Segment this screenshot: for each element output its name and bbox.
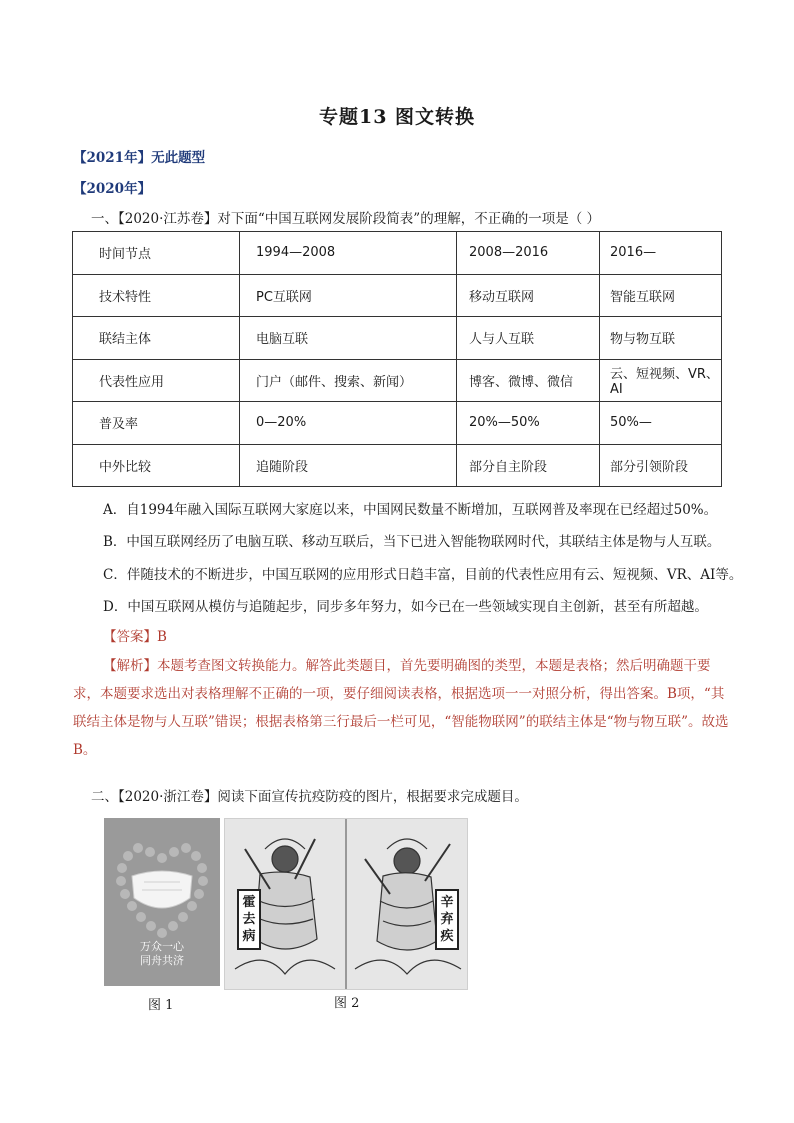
table-cell: 2016— <box>600 232 722 275</box>
year-2020-heading: 【2020年】 <box>73 181 152 197</box>
figure-2-caption: 图 2 <box>334 996 360 1011</box>
table-cell: 部分引领阶段 <box>600 444 722 487</box>
poster-slogan-line-1: 万众一心 <box>140 940 184 953</box>
table-cell: 门户（邮件、搜索、新闻） <box>240 359 457 402</box>
option-b: B．中国互联网经历了电脑互联、移动互联后，当下已进入智能物联网时代，其联结主体是物与人互联。 <box>103 534 721 550</box>
table-row <box>73 274 722 317</box>
analysis-paragraph <box>73 652 733 764</box>
table-row <box>73 402 722 445</box>
figure-1-poster <box>104 818 220 986</box>
analysis-label: 【解析】 <box>103 658 157 674</box>
table-cell: 云、短视频、VR、AI <box>600 359 722 402</box>
door-god-illustration-icon <box>225 819 467 989</box>
table-row <box>73 444 722 487</box>
figure-1-caption: 图 1 <box>148 998 174 1013</box>
table-row-header-cell: 中外比较 <box>73 444 240 487</box>
table-row <box>73 317 722 360</box>
table-cell: 部分自主阶段 <box>457 444 600 487</box>
left-figure-name-tag: 霍去病 <box>237 889 261 950</box>
page-title: 专题13 图文转换 <box>318 106 476 128</box>
table-cell: 0—20% <box>240 402 457 445</box>
year-2021-heading: 【2021年】无此题型 <box>73 150 206 166</box>
poster-slogan-line-2: 同舟共济 <box>140 954 184 967</box>
table-row <box>73 359 722 402</box>
answer-label: 【答案】 <box>103 629 157 645</box>
internet-stages-table <box>72 231 722 487</box>
table-cell: 电脑互联 <box>240 317 457 360</box>
table-cell: 智能互联网 <box>600 274 722 317</box>
table-cell: 2008—2016 <box>457 232 600 275</box>
table-row-header-cell: 时间节点 <box>73 232 240 275</box>
option-d: D．中国互联网从模仿与追随起步，同步多年努力，如今已在一些领域实现自主创新，甚至有所超越。 <box>103 599 708 615</box>
question-1-stem: 一、【2020·江苏卷】对下面“中国互联网发展阶段简表”的理解，不正确的一项是（ ） <box>91 211 600 227</box>
table-row-header-cell: 普及率 <box>73 402 240 445</box>
table-cell: 20%—50% <box>457 402 600 445</box>
analysis-text: 本题考查图文转换能力。解答此类题目，首先要明确图的类型，本题是表格；然后明确题干要求，本题要求选出对表格理解不正确的一项，要仔细阅读表格，根据选项一一对照分析，得出答案。B项，“其联结主体是物与人互联”错误；根据表格第三行最后一栏可见，“智能物联网”的联结主体是“物与物互联”。故选B。 <box>73 658 729 758</box>
table-row-header-cell: 技术特性 <box>73 274 240 317</box>
table-row-header-cell: 代表性应用 <box>73 359 240 402</box>
table-cell: 1994—2008 <box>240 232 457 275</box>
table-cell: 博客、微博、微信 <box>457 359 600 402</box>
answer-value: B <box>157 629 167 645</box>
table-cell: 人与人互联 <box>457 317 600 360</box>
option-c: C．伴随技术的不断进步，中国互联网的应用形式日趋丰富，目前的代表性应用有云、短视频、VR、AI等。 <box>103 567 743 583</box>
right-figure-name-tag: 辛弃疾 <box>435 889 459 950</box>
table-cell: 追随阶段 <box>240 444 457 487</box>
table-row-header-cell: 联结主体 <box>73 317 240 360</box>
question-2-stem: 二、【2020·浙江卷】阅读下面宣传抗疫防疫的图片，根据要求完成题目。 <box>91 789 528 805</box>
table-row <box>73 232 722 275</box>
table-cell: 移动互联网 <box>457 274 600 317</box>
table-cell: 50%— <box>600 402 722 445</box>
option-a: A．自1994年融入国际互联网大家庭以来，中国网民数量不断增加，互联网普及率现在已经超过50%。 <box>103 502 718 518</box>
figure-2-door-gods <box>224 818 468 990</box>
table-cell: PC互联网 <box>240 274 457 317</box>
table-cell: 物与物互联 <box>600 317 722 360</box>
answer-line <box>103 625 167 645</box>
